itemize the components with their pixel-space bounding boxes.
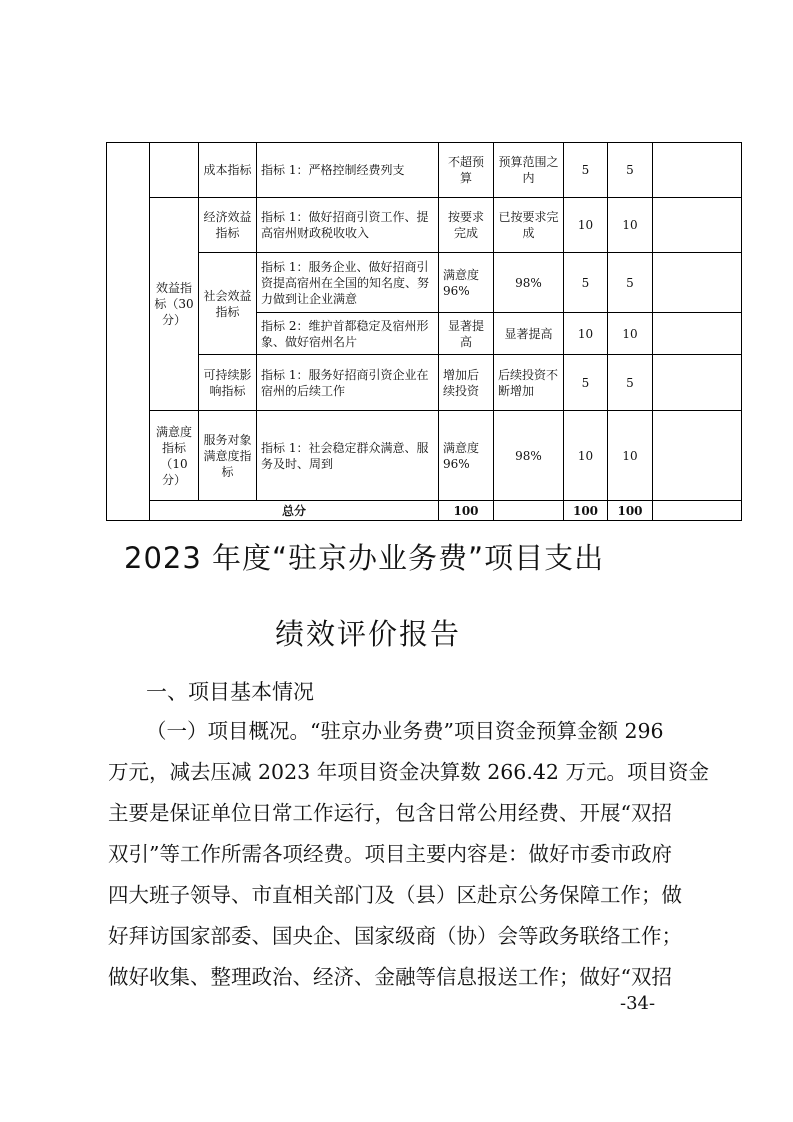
blank-cell	[653, 313, 742, 355]
indicator-cell: 指标 1：做好招商引资工作、提高宿州财政税收收入	[257, 198, 439, 253]
blank-cell	[653, 411, 742, 501]
blank-cell	[653, 198, 742, 253]
indicator-group-cell: 经济效益指标	[199, 198, 257, 253]
indicator-group-cell: 服务对象满意度指标	[199, 411, 257, 501]
weight-cell: 10	[564, 411, 608, 501]
blank-cell	[653, 143, 742, 198]
weight-cell: 5	[564, 355, 608, 411]
paragraph-line: 四大班子领导、市直相关部门及（县）区赴京公务保障工作；做	[108, 883, 682, 907]
blank-cell	[653, 253, 742, 313]
weight-cell: 10	[564, 198, 608, 253]
total-score: 100	[608, 501, 653, 521]
report-title-line-2: 绩效评价报告	[275, 617, 462, 651]
target-cell: 满意度96%	[439, 253, 494, 313]
weight-cell: 5	[564, 253, 608, 313]
indicator-group-cell: 成本指标	[199, 143, 257, 198]
target-cell: 增加后续投资	[439, 355, 494, 411]
score-cell: 5	[608, 253, 653, 313]
weight-cell: 10	[564, 313, 608, 355]
score-cell: 10	[608, 411, 653, 501]
target-cell: 按要求完成	[439, 198, 494, 253]
table-row	[107, 143, 742, 198]
score-cell: 5	[608, 143, 653, 198]
page-number: -34-	[620, 993, 656, 1014]
score-cell: 10	[608, 198, 653, 253]
report-title-line-1: 2023 年度“驻京办业务费”项目支出	[124, 541, 605, 575]
category-cell: 效益指标（30分）	[150, 198, 199, 411]
indicator-cell: 指标 1：社会稳定群众满意、服务及时、周到	[257, 411, 439, 501]
indicator-cell: 指标 1：服务企业、做好招商引资提高宿州在全国的知名度、努力做到让企业满意	[257, 253, 439, 313]
paragraph-line: 做好收集、整理政治、经济、金融等信息报送工作；做好“双招	[108, 965, 672, 989]
category-cell: 满意度指标（10分）	[150, 411, 199, 501]
actual-cell: 后续投资不断增加	[494, 355, 564, 411]
table-row	[107, 198, 742, 253]
indicator-cell: 指标 2：维护首都稳定及宿州形象、做好宿州名片	[257, 313, 439, 355]
indicator-cell: 指标 1：严格控制经费列支	[257, 143, 439, 198]
performance-indicator-table	[106, 142, 742, 521]
paragraph-line: 主要是保证单位日常工作运行，包含日常公用经费、开展“双招	[108, 801, 672, 825]
indicator-cell: 指标 1：服务好招商引资企业在宿州的后续工作	[257, 355, 439, 411]
actual-cell: 98%	[494, 411, 564, 501]
total-label: 总分	[150, 501, 439, 521]
blank-cell	[150, 143, 199, 198]
total-target: 100	[439, 501, 494, 521]
paragraph-line: 好拜访国家部委、国央企、国家级商（协）会等政务联络工作；	[108, 924, 682, 948]
target-cell: 满意度96%	[439, 411, 494, 501]
table-row	[107, 253, 742, 313]
actual-cell: 显著提高	[494, 313, 564, 355]
indicator-group-cell: 社会效益指标	[199, 253, 257, 355]
blank-cell	[494, 501, 564, 521]
blank-cell	[107, 143, 150, 521]
target-cell: 显著提高	[439, 313, 494, 355]
actual-cell: 98%	[494, 253, 564, 313]
indicator-group-cell: 可持续影响指标	[199, 355, 257, 411]
total-weight: 100	[564, 501, 608, 521]
paragraph-line: （一）项目概况。“驻京办业务费”项目资金预算金额 296	[146, 719, 664, 743]
paragraph-line: 双引”等工作所需各项经费。项目主要内容是：做好市委市政府	[108, 842, 672, 866]
actual-cell: 已按要求完成	[494, 198, 564, 253]
section-heading: 一、项目基本情况	[146, 680, 314, 704]
table-row	[107, 411, 742, 501]
score-cell: 10	[608, 313, 653, 355]
total-row	[107, 501, 742, 521]
blank-cell	[653, 501, 742, 521]
score-cell: 5	[608, 355, 653, 411]
weight-cell: 5	[564, 143, 608, 198]
paragraph-line: 万元，减去压减 2023 年项目资金决算数 266.42 万元。项目资金	[108, 760, 709, 784]
table-row	[107, 355, 742, 411]
blank-cell	[653, 355, 742, 411]
target-cell: 不超预算	[439, 143, 494, 198]
actual-cell: 预算范围之内	[494, 143, 564, 198]
